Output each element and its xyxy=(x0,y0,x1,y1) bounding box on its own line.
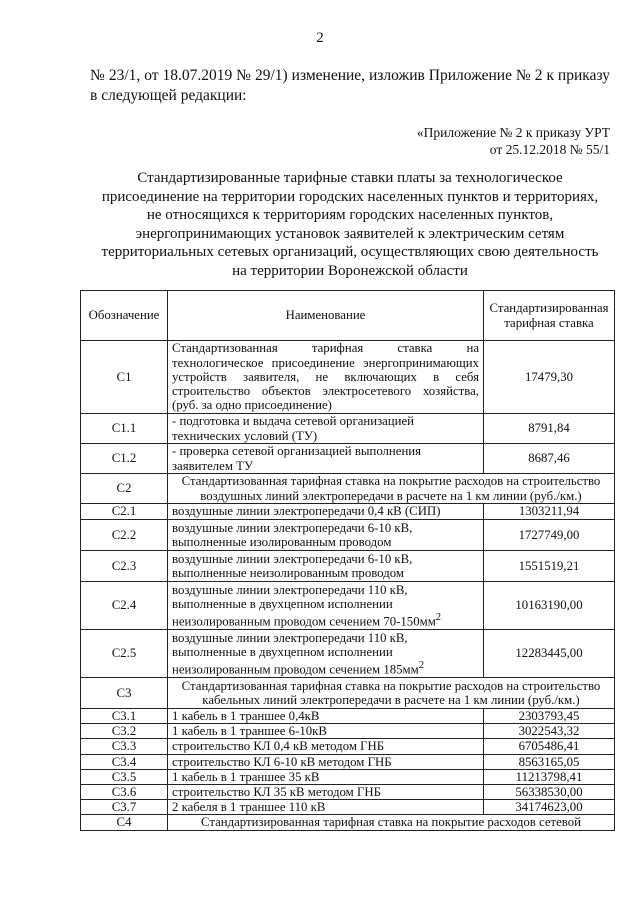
appendix-ref-line: «Приложение № 2 к приказу УРТ xyxy=(416,125,610,140)
table-row xyxy=(81,444,615,474)
row-code: С2 xyxy=(81,474,168,504)
table-row xyxy=(81,739,615,754)
row-value: 34174623,00 xyxy=(484,800,615,815)
row-name: строительство КЛ 6-10 кВ методом ГНБ xyxy=(168,754,484,769)
row-name: воздушные линии электропередачи 6-10 кВ, выполненные неизолированным проводом xyxy=(168,551,484,582)
row-code: С1.1 xyxy=(81,414,168,444)
intro-line: следующей редакции: xyxy=(101,87,247,104)
table-header-row xyxy=(81,291,615,341)
section-title-line: Стандартизированная тарифная ставка на покрытие расходов сетевой xyxy=(200,815,582,830)
row-name xyxy=(168,630,484,678)
header-code: Обозначение xyxy=(81,291,168,341)
table-row xyxy=(81,414,615,444)
page-number: 2 xyxy=(316,30,324,46)
row-value: 10163190,00 xyxy=(484,582,615,630)
tariff-rates-table xyxy=(80,290,615,831)
table-row xyxy=(81,724,615,739)
intro-line: № 23/1, от 18.07.2019 № 29/1) изменение, изложив Приложение № 2 к приказу в xyxy=(90,67,610,104)
row-value: 12283445,00 xyxy=(484,630,615,678)
title-line: энергопринимающих установок заявителей к электрическим сетям xyxy=(135,225,565,242)
row-code: С3.1 xyxy=(81,709,168,724)
row-code: С3 xyxy=(81,678,168,709)
header-value-line: Стандартизированная xyxy=(489,301,609,316)
row-value: 3022543,32 xyxy=(484,724,615,739)
row-section-title xyxy=(168,474,615,504)
section-title-line: Стандартизованная тарифная ставка на покрытие расходов на строительство xyxy=(181,474,601,489)
row-value: 1551519,21 xyxy=(484,551,615,582)
table-row xyxy=(81,341,615,414)
row-code: С2.2 xyxy=(81,520,168,551)
row-value: 2303793,45 xyxy=(484,709,615,724)
section-title-line: кабельных линий электропередачи в расчете на 1 км линии (руб./км.) xyxy=(202,693,580,707)
document-title xyxy=(80,169,620,280)
row-name-line: воздушные линии электропередачи 110 кВ, xyxy=(172,630,408,645)
row-value: 6705486,41 xyxy=(484,739,615,754)
appendix-ref-line: от 25.12.2018 № 55/1 xyxy=(489,142,610,157)
table-row xyxy=(81,504,615,520)
row-name: строительство КЛ 35 кВ методом ГНБ xyxy=(168,785,484,800)
table-section-row xyxy=(81,815,615,830)
table-row xyxy=(81,754,615,769)
row-value: 17479,30 xyxy=(484,341,615,414)
table-row xyxy=(81,630,615,678)
row-name: воздушные линии электропередачи 0,4 кВ (СИП) xyxy=(168,504,484,520)
row-value: 11213798,41 xyxy=(484,769,615,784)
row-name: - подготовка и выдача сетевой организацией технических условий (ТУ) xyxy=(168,414,484,444)
row-code: С2.5 xyxy=(81,630,168,678)
table-row xyxy=(81,582,615,630)
row-name-line: выполненные в двухцепном исполнении xyxy=(172,596,393,611)
title-line: территориальных сетевых организаций, осуществляющих свою деятельность xyxy=(101,244,599,260)
table-section-row xyxy=(81,678,615,709)
header-value xyxy=(484,291,615,341)
row-value: 8791,84 xyxy=(484,414,615,444)
row-section-title xyxy=(168,678,615,709)
row-name-line: выполненные в двухцепном исполнении xyxy=(172,644,393,659)
table-section-row xyxy=(81,474,615,504)
row-value: 1727749,00 xyxy=(484,520,615,551)
row-code: С3.6 xyxy=(81,785,168,800)
superscript: 2 xyxy=(418,659,425,671)
row-value: 8563165,05 xyxy=(484,754,615,769)
header-value-line: тарифная ставка xyxy=(504,315,594,330)
title-line: Стандартизированные тарифные ставки платы за технологическое xyxy=(137,170,563,186)
row-code: С3.3 xyxy=(81,739,168,754)
row-code: С2.1 xyxy=(81,504,168,520)
header-name: Наименование xyxy=(168,291,484,341)
intro-paragraph xyxy=(90,66,610,106)
row-code: С3.2 xyxy=(81,724,168,739)
row-value: 56338530,00 xyxy=(484,785,615,800)
title-line: присоединение на территории городских населенных пунктов и территориях, xyxy=(101,188,599,205)
table-row xyxy=(81,785,615,800)
row-name-line: воздушные линии электропередачи 110 кВ, xyxy=(172,582,408,597)
title-line: не относящихся к территориям городских населенных пунктов, xyxy=(146,207,554,223)
section-title-line: воздушных линий электропередачи в расчете на 1 км линии (руб./км.) xyxy=(200,488,582,503)
row-code: С3.5 xyxy=(81,769,168,784)
row-name-text: неизолированным проводом сечением 185мм xyxy=(172,662,419,677)
row-value: 8687,46 xyxy=(484,444,615,474)
row-code: С3.4 xyxy=(81,754,168,769)
row-name: Стандартизованная тарифная ставка на технологическое присоединение энергопринимающих устройств заявителя, не включающих в себя строительство объектов электросетевого хозяйства, (руб. за одно присоединение) xyxy=(168,341,484,414)
row-code: С1.2 xyxy=(81,444,168,474)
row-name-line xyxy=(172,659,479,676)
table-row xyxy=(81,800,615,815)
row-code: С4 xyxy=(81,815,168,830)
table-row xyxy=(81,551,615,582)
title-line: на территории Воронежской области xyxy=(232,262,468,279)
row-name: воздушные линии электропередачи 6-10 кВ, выполненные изолированным проводом xyxy=(168,520,484,551)
row-code: С1 xyxy=(81,341,168,414)
row-value: 1303211,94 xyxy=(484,504,615,520)
section-title-line: Стандартизованная тарифная ставка на покрытие расходов на строительство xyxy=(181,678,601,693)
table-row xyxy=(81,709,615,724)
row-name: строительство КЛ 0,4 кВ методом ГНБ xyxy=(168,739,484,754)
row-name-text: неизолированным проводом сечением 70-150мм xyxy=(172,614,436,629)
row-name: 1 кабель в 1 траншее 6-10кВ xyxy=(168,724,484,739)
appendix-reference xyxy=(350,124,610,158)
row-code: С3.7 xyxy=(81,800,168,815)
row-code: С2.3 xyxy=(81,551,168,582)
row-name: 2 кабеля в 1 траншее 110 кВ xyxy=(168,800,484,815)
row-name xyxy=(168,582,484,630)
row-section-title xyxy=(168,815,615,830)
row-name-line xyxy=(172,611,479,628)
row-code: С2.4 xyxy=(81,582,168,630)
row-name: 1 кабель в 1 траншее 0,4кВ xyxy=(168,709,484,724)
row-name: - проверка сетевой организацией выполнения заявителем ТУ xyxy=(168,444,484,474)
table-row xyxy=(81,769,615,784)
superscript: 2 xyxy=(435,611,442,623)
table-row xyxy=(81,520,615,551)
row-name: 1 кабель в 1 траншее 35 кВ xyxy=(168,769,484,784)
